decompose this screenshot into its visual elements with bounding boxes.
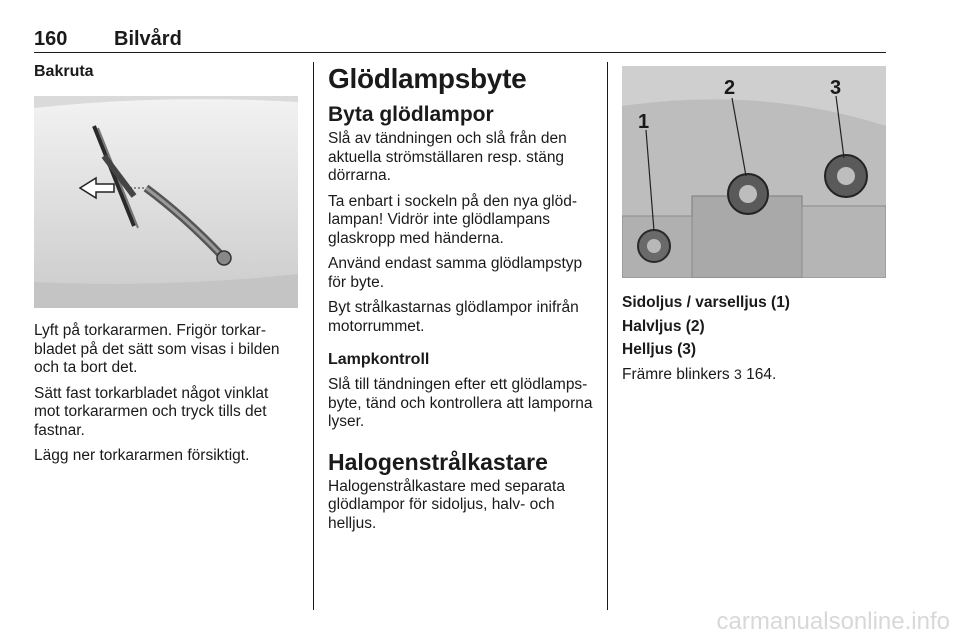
paragraph: Byt strålkastarnas glödlampor inifrån motorrummet. <box>328 299 579 335</box>
page-header <box>34 26 886 53</box>
paragraph: Sätt fast torkarbladet något vinklat mot torkararmen och tryck tills det fastnar. <box>34 384 269 439</box>
paragraph: Använd endast samma glödlampstyp för byte. <box>328 255 583 291</box>
callout-label: 2 <box>724 77 736 99</box>
callout-label: 1 <box>638 111 650 133</box>
chapter-title: Bilvård <box>114 28 182 50</box>
wiper-illustration <box>34 96 298 308</box>
section-heading: Halogenstrålkastare <box>328 448 548 475</box>
column-right <box>622 62 886 391</box>
column-divider <box>313 62 314 610</box>
lamp-caption: Sidoljus / varselljus (1) <box>622 294 790 311</box>
paragraph: Halogenstrålkastare med separata glödlampor för sidoljus, halv- och helljus. <box>328 477 565 532</box>
section-heading: Bakruta <box>34 63 94 80</box>
cross-reference-page: 164. <box>746 365 777 383</box>
lamp-caption: Helljus (3) <box>622 341 697 358</box>
subsection-heading: Lampkontroll <box>328 351 430 368</box>
column-left <box>34 62 298 473</box>
paragraph: Slå av tändningen och slå från den aktuella strömställaren resp. stäng dörrarna. <box>328 130 567 184</box>
column-divider <box>607 62 608 610</box>
cross-reference-label: Främre blinkers <box>622 365 730 383</box>
paragraph: Lyft på torkararmen. Frigör torkar-bladet på det sätt som visas i bilden och ta bort det. <box>34 322 280 376</box>
section-subtitle: Byta glödlampor <box>328 103 494 126</box>
cross-reference <box>622 365 886 385</box>
watermark: carmanualsonline.info <box>716 608 950 635</box>
page-number: 160 <box>34 28 68 50</box>
lamp-caption: Halvljus (2) <box>622 317 705 335</box>
page-reference-arrow-icon: 3 <box>733 365 742 382</box>
column-middle <box>328 62 596 540</box>
paragraph: Slå till tändningen efter ett glödlamps-byte, tänd och kontrollera att lamporna lyser. <box>328 376 593 430</box>
paragraph: Ta enbart i sockeln på den nya glöd-lampan! Vidrör inte glödlampans glaskropp med händerna. <box>328 192 578 247</box>
callout-label: 3 <box>830 77 842 99</box>
paragraph: Lägg ner torkararmen försiktigt. <box>34 447 250 464</box>
headlamp-illustration <box>622 66 886 278</box>
section-title: Glödlampsbyte <box>328 63 527 94</box>
